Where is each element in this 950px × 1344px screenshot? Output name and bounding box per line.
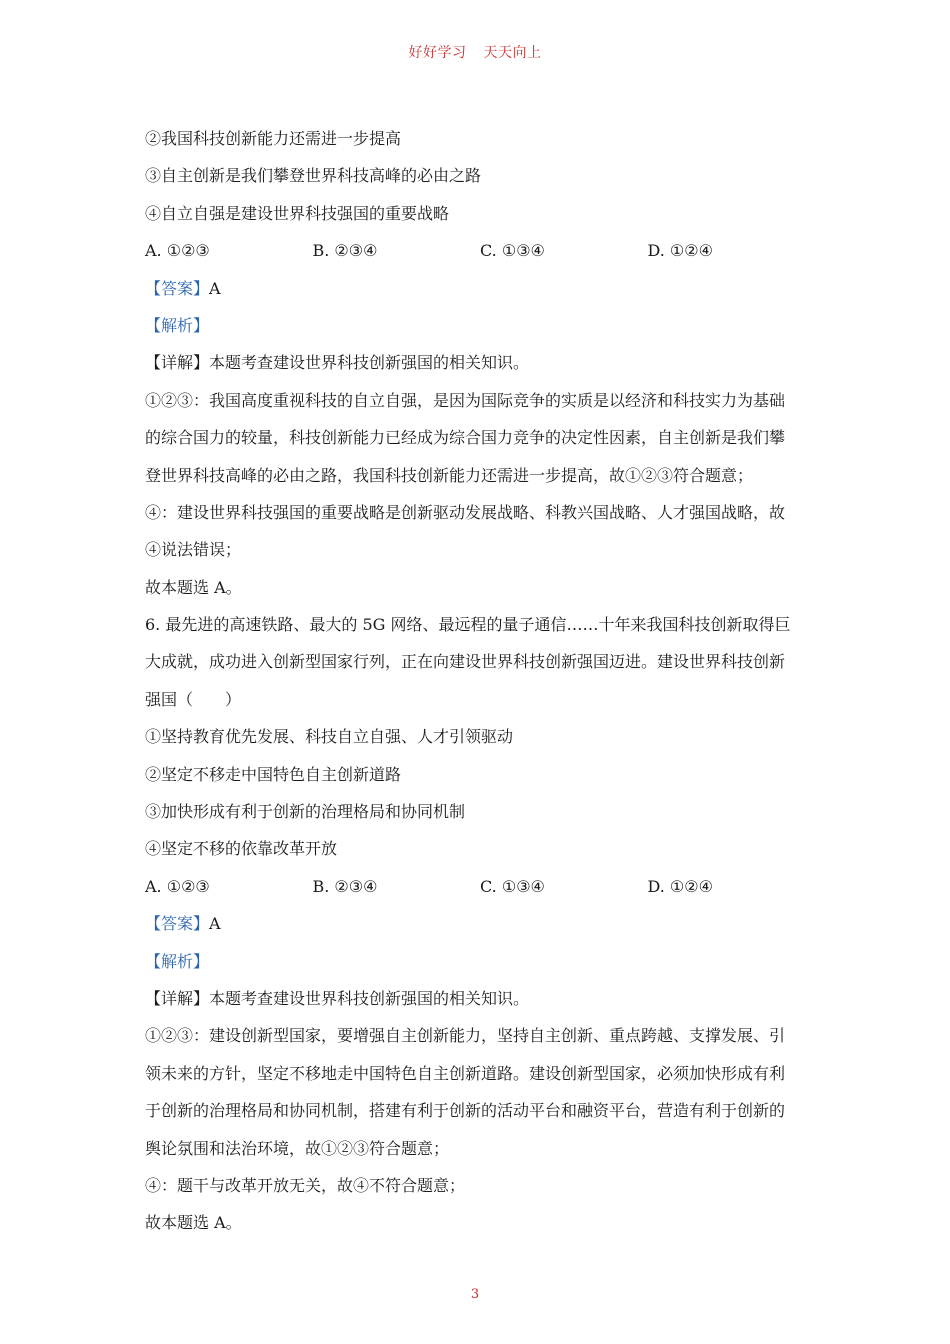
q5-options (145, 232, 815, 269)
q5-explanation-line: ④说法错误； (145, 540, 242, 560)
q5-explanation-line: ④：建设世界科技强国的重要战略是创新驱动发展战略、科教兴国战略、人才强国战略，故 (145, 502, 786, 522)
q5-statement-3: ③自主创新是我们攀登世界科技高峰的必由之路 (145, 166, 482, 186)
header-motto-left: 好好学习 (408, 45, 467, 61)
q6-explanation-line: 于创新的治理格局和协同机制，搭建有利于创新的活动平台和融资平台，营造有利于创新的 (145, 1101, 786, 1121)
q6-analysis-tag: 【解析】 (145, 951, 210, 971)
q6-stem-line: 大成就，成功进入创新型国家行列，正在向建设世界科技创新强国迈进。建设世界科技创新 (145, 652, 786, 672)
q6-explanation-line: ④：题干与改革开放无关，故④不符合题意； (145, 1175, 466, 1195)
q6-detail-tag: 【详解】 (145, 988, 210, 1008)
q5-answer (145, 270, 815, 307)
q5-option-a: A. ①②③ (145, 241, 210, 261)
q6-explanation-line: ①②③：建设创新型国家，要增强自主创新能力，坚持自主创新、重点跨越、支撑发展、引 (145, 1026, 786, 1046)
q6-stem-line: 6. 最先进的高速铁路、最大的 5G 网络、最远程的量子通信……十年来我国科技创新取得巨 (145, 615, 791, 635)
q5-option-d: D. ①②④ (647, 241, 713, 261)
q6-conclusion: 故本题选 A。 (145, 1213, 242, 1233)
q6-answer-tag: 【答案】 (145, 914, 210, 934)
q6-detail (145, 980, 815, 1017)
q6-analysis-heading (145, 943, 815, 980)
q6-option-a: A. ①②③ (145, 876, 210, 896)
q5-detail-intro: 本题考查建设世界科技创新强国的相关知识。 (209, 353, 530, 373)
document-body (145, 120, 815, 1242)
q6-stem-line: 强国（ ） (145, 689, 242, 709)
q5-explanation-line: 的综合国力的较量，科技创新能力已经成为综合国力竞争的决定性因素，自主创新是我们攀 (145, 428, 786, 448)
q5-detail (145, 344, 815, 381)
q5-option-c: C. ①③④ (480, 241, 545, 261)
q5-explanation-line: ①②③：我国高度重视科技的自立自强，是因为国际竞争的实质是以经济和科技实力为基础 (145, 390, 786, 410)
header-motto-right: 天天向上 (483, 45, 542, 61)
q6-explanation-line: 领未来的方针，坚定不移地走中国特色自主创新道路。建设创新型国家，必须加快形成有利 (145, 1063, 786, 1083)
q6-option-c: C. ①③④ (480, 876, 545, 896)
q5-explanation-line: 登世界科技高峰的必由之路，我国科技创新能力还需进一步提高，故①②③符合题意； (145, 465, 754, 485)
q5-option-b: B. ②③④ (312, 241, 378, 261)
q5-statement-2: ②我国科技创新能力还需进一步提高 (145, 129, 402, 148)
q5-detail-tag: 【详解】 (145, 353, 210, 373)
page-number: 3 (470, 1287, 480, 1302)
q6-statement-4: ④坚定不移的依靠改革开放 (145, 839, 338, 859)
q5-analysis-heading (145, 307, 815, 344)
q5-conclusion: 故本题选 A。 (145, 577, 242, 597)
q6-option-b: B. ②③④ (312, 876, 378, 896)
q6-detail-intro: 本题考查建设世界科技创新强国的相关知识。 (209, 988, 530, 1008)
q6-answer (145, 905, 815, 942)
q5-statement-4: ④自立自强是建设世界科技强国的重要战略 (145, 203, 450, 223)
q6-explanation-line: 舆论氛围和法治环境，故①②③符合题意； (145, 1138, 450, 1158)
q6-option-d: D. ①②④ (647, 876, 713, 896)
q6-statement-2: ②坚定不移走中国特色自主创新道路 (145, 764, 402, 784)
q6-answer-value: A (209, 914, 221, 934)
q6-options (145, 868, 815, 905)
q6-statement-1: ①坚持教育优先发展、科技自立自强、人才引领驱动 (145, 727, 514, 747)
q6-statement-3: ③加快形成有利于创新的治理格局和协同机制 (145, 802, 466, 822)
page-header (0, 42, 950, 62)
q5-answer-tag: 【答案】 (145, 278, 210, 298)
q5-analysis-tag: 【解析】 (145, 315, 210, 335)
q5-answer-value: A (209, 278, 221, 298)
